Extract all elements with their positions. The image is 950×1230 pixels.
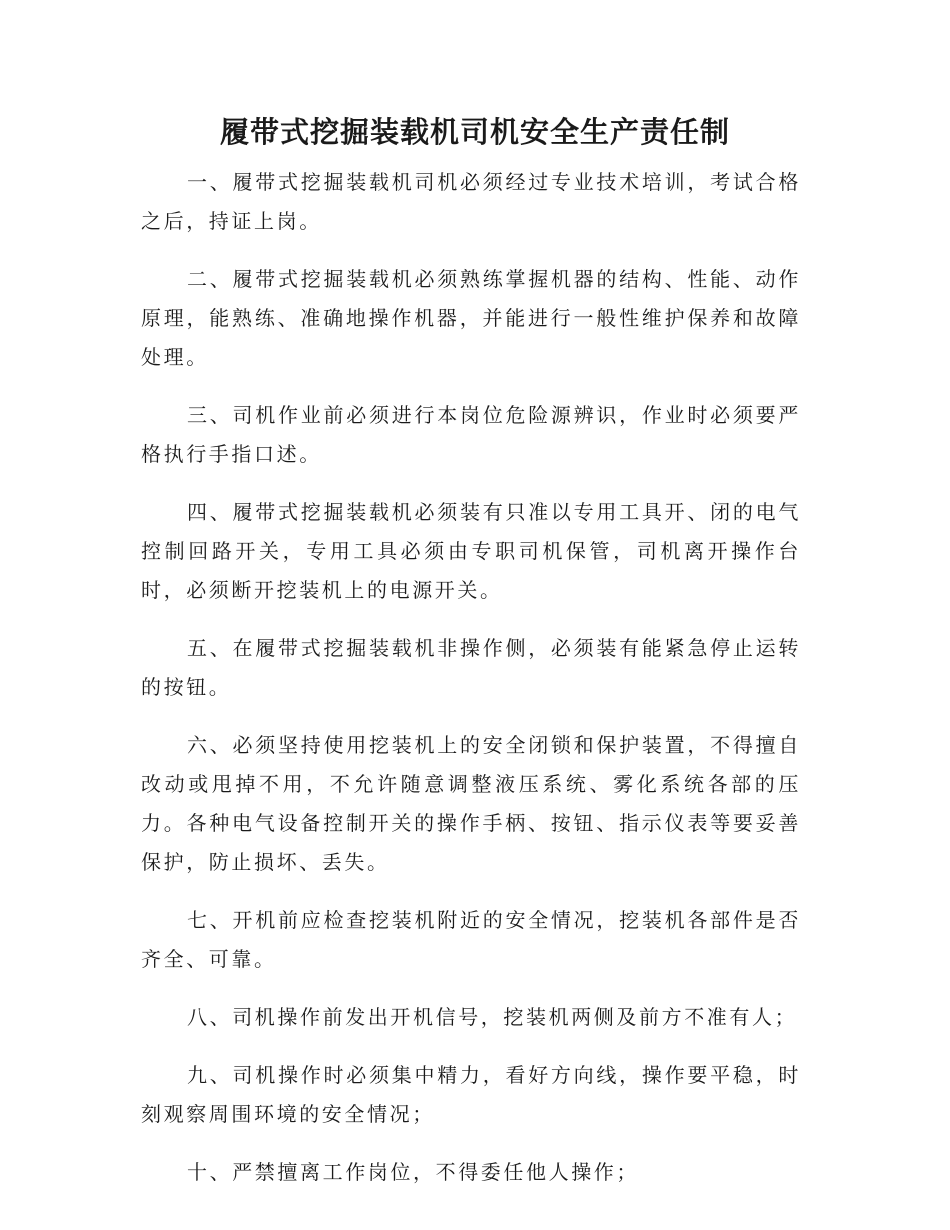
paragraph-9: 九、司机操作时必须集中精力，看好方向线，操作要平稳，时刻观察周围环境的安全情况； (141, 1063, 801, 1126)
paragraph-7: 七、开机前应检查挖装机附近的安全情况，挖装机各部件是否齐全、可靠。 (141, 908, 801, 971)
paragraph-3: 三、司机作业前必须进行本岗位危险源辨识，作业时必须要严格执行手指口述。 (141, 403, 801, 466)
document-title: 履带式挖掘装载机司机安全生产责任制 (219, 115, 730, 149)
paragraph-8: 八、司机操作前发出开机信号，挖装机两侧及前方不准有人； (187, 1005, 798, 1029)
document-body (141, 163, 801, 1211)
paragraph-1: 一、履带式挖掘装载机司机必须经过专业技术培训，考试合格之后，持证上岗。 (141, 170, 801, 233)
paragraph-4: 四、履带式挖掘装载机必须装有只准以专用工具开、闭的电气控制回路开关，专用工具必须由专职司机保管，司机离开操作台时，必须断开挖装机上的电源开关。 (141, 500, 801, 602)
paragraph-10: 十、严禁擅离工作岗位，不得委任他人操作； (187, 1160, 639, 1184)
paragraph-2: 二、履带式挖掘装载机必须熟练掌握机器的结构、性能、动作原理，能熟练、准确地操作机器，并能进行一般性维护保养和故障处理。 (141, 267, 801, 369)
paragraph-5: 五、在履带式挖掘装载机非操作侧，必须装有能紧急停止运转的按钮。 (141, 636, 801, 699)
paragraph-6: 六、必须坚持使用挖装机上的安全闭锁和保护装置，不得擅自改动或甩掉不用，不允许随意调整液压系统、雾化系统各部的压力。各种电气设备控制开关的操作手柄、按钮、指示仪表等要妥善保护，防止损坏、丢失。 (141, 733, 801, 874)
